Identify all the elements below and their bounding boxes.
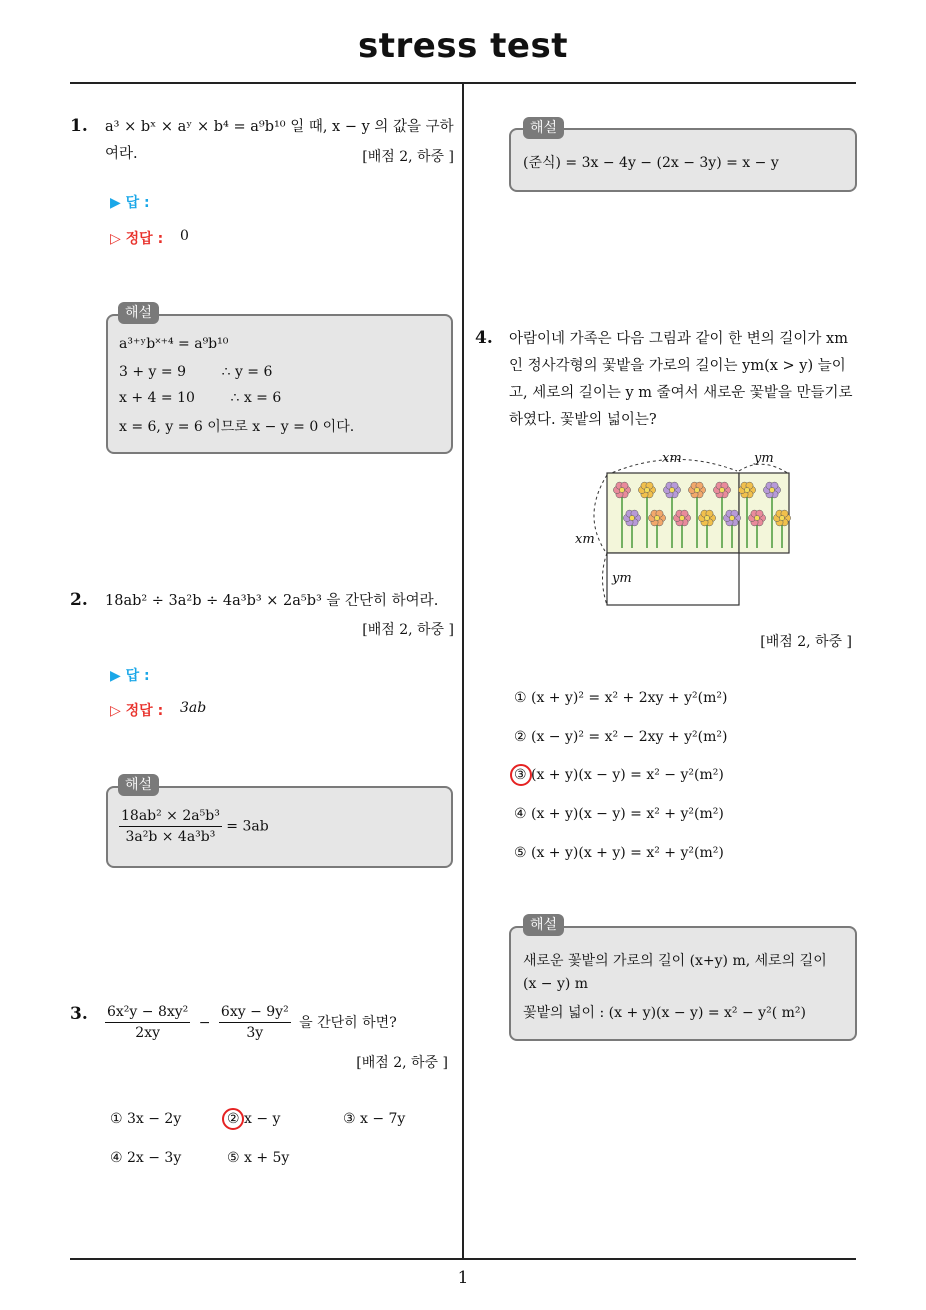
q3-option-2[interactable]: ② x − y <box>227 1111 281 1127</box>
q4-option-5[interactable]: ⑤ (x + y)(x + y) = x² + y²(m²) <box>514 845 724 861</box>
q1-correct-value: 0 <box>180 228 189 244</box>
q4-explain-line-2: 꽃밭의 넓이 : (x + y)(x − y) = x² − y²( m²) <box>523 1005 806 1021</box>
q4-option-1[interactable]: ① (x + y)² = x² + 2xy + y²(m²) <box>514 690 728 706</box>
q3-frac2-num: 6xy − 9y² <box>219 1002 291 1023</box>
q1-meta: [배점 2, 하중 ] <box>362 149 454 165</box>
q2-number: 2. <box>70 590 88 610</box>
q2-explain-tag: 해설 <box>118 774 159 796</box>
q4-number: 4. <box>475 328 493 348</box>
flower-center <box>719 487 724 492</box>
q1-number: 1. <box>70 116 88 136</box>
q3-selected-mark <box>222 1108 244 1130</box>
flower-center <box>679 515 684 520</box>
q1-explain-line-0: a³⁺ʸb˟⁺⁴ = a⁹b¹⁰ <box>119 336 229 352</box>
q2-answer-label: ▶ 답 : <box>110 668 150 684</box>
q4-line-3: 하였다. 꽃밭의 넓이는? <box>509 412 657 428</box>
q3-number: 3. <box>70 1004 88 1024</box>
flower-center <box>619 487 624 492</box>
q3-fraction-1 <box>105 1002 190 1043</box>
q1-line1: a³ × bˣ × aʸ × b⁴ = a⁹b¹⁰ 일 때, x − y 의 값을 구하 <box>105 119 454 135</box>
q3-option-4[interactable]: ④ 2x − 3y <box>110 1150 182 1166</box>
flower-center <box>669 487 674 492</box>
flower-center <box>729 515 734 520</box>
q2-explain-result: = 3ab <box>226 818 269 835</box>
page-number: 1 <box>457 1268 469 1288</box>
q3-explain-tag: 해설 <box>523 117 564 139</box>
q3-minus: − <box>198 1014 211 1031</box>
q4-selected-mark <box>510 764 532 786</box>
q4-option-3[interactable]: ③ (x + y)(x − y) = x² − y²(m²) <box>514 767 724 783</box>
q4-explain-box <box>509 926 857 1041</box>
q3-expression <box>105 1002 397 1043</box>
page-title: stress test <box>358 26 568 66</box>
q4-line-0: 아람이네 가족은 다음 그림과 같이 한 변의 길이가 xm <box>509 331 848 347</box>
q2-explain-expr <box>119 806 269 847</box>
q1-explain-box <box>106 314 453 454</box>
q3-option-5[interactable]: ⑤ x + 5y <box>227 1150 290 1166</box>
q1-explain-line-3: x = 6, y = 6 이므로 x − y = 0 이다. <box>119 419 355 435</box>
q3-frac1-den: 2xy <box>135 1025 160 1041</box>
q4-flowerbed-figure <box>570 448 810 613</box>
flower-center <box>704 515 709 520</box>
q4-option-2[interactable]: ② (x − y)² = x² − 2xy + y²(m²) <box>514 729 728 745</box>
q3-suffix: 을 간단히 하면? <box>299 1014 397 1031</box>
q2-correct-label: ▷ 정답 : <box>110 703 164 719</box>
q4-line-2: 고, 세로의 길이는 y m 줄여서 새로운 꽃밭을 만들기로 <box>509 385 853 401</box>
flower-center <box>644 487 649 492</box>
q1-explain-line-1: 3 + y = 9 ∴ y = 6 <box>119 364 273 380</box>
q2-meta: [배점 2, 하중 ] <box>362 622 454 638</box>
q1-explain-line-2: x + 4 = 10 ∴ x = 6 <box>119 390 282 406</box>
q3-frac1-num: 6x²y − 8xy² <box>105 1002 190 1023</box>
q2-text-line1: 18ab² ÷ 3a²b ÷ 4a³b³ × 2a⁵b³ 을 간단히 하여라. <box>105 593 439 609</box>
flower-center <box>769 487 774 492</box>
q1-correct-label: ▷ 정답 : <box>110 231 164 247</box>
column-divider <box>462 84 464 1259</box>
q1-explain-tag: 해설 <box>118 302 159 324</box>
q4-line-1: 인 정사각형의 꽃밭을 가로의 길이는 ym(x > y) 늘이 <box>509 358 846 374</box>
flower-center <box>654 515 659 520</box>
q4-explain-line-1: (x − y) m <box>523 976 589 992</box>
q3-explain-line: (준식) = 3x − 4y − (2x − 3y) = x − y <box>523 155 779 171</box>
q1-answer-label: ▶ 답 : <box>110 195 150 211</box>
q1-text-line2: 여라. <box>105 146 138 162</box>
q4-explain-line-0: 새로운 꽃밭의 가로의 길이 (x+y) m, 세로의 길이 <box>523 953 827 969</box>
q4-explain-tag: 해설 <box>523 914 564 936</box>
figure-label-side-y: ym <box>612 571 632 586</box>
q2-explain-num: 18ab² × 2a⁵b³ <box>119 806 222 827</box>
q2-explain-den: 3a²b × 4a³b³ <box>125 829 216 845</box>
q3-option-3[interactable]: ③ x − 7y <box>343 1111 406 1127</box>
flower-center <box>744 487 749 492</box>
figure-label-top-y: ym <box>754 451 774 466</box>
q2-explain-box <box>106 786 453 868</box>
flower-center <box>629 515 634 520</box>
q3-frac2-den: 3y <box>246 1025 264 1041</box>
q2-explain-fraction <box>119 806 222 847</box>
q3-option-1[interactable]: ① 3x − 2y <box>110 1111 182 1127</box>
q3-meta: [배점 2, 하중 ] <box>356 1055 448 1071</box>
figure-label-top-x: xm <box>662 451 682 466</box>
footer-rule <box>70 1258 856 1260</box>
figure-label-side-x: xm <box>575 532 595 547</box>
q2-correct-value: 3ab <box>180 700 207 716</box>
flower-center <box>694 487 699 492</box>
q1-text-line1 <box>105 113 455 142</box>
q3-fraction-2 <box>219 1002 291 1043</box>
q4-option-4[interactable]: ④ (x + y)(x − y) = x² + y²(m²) <box>514 806 724 822</box>
q4-meta: [배점 2, 하중 ] <box>760 634 852 650</box>
flower-center <box>779 515 784 520</box>
flower-center <box>754 515 759 520</box>
